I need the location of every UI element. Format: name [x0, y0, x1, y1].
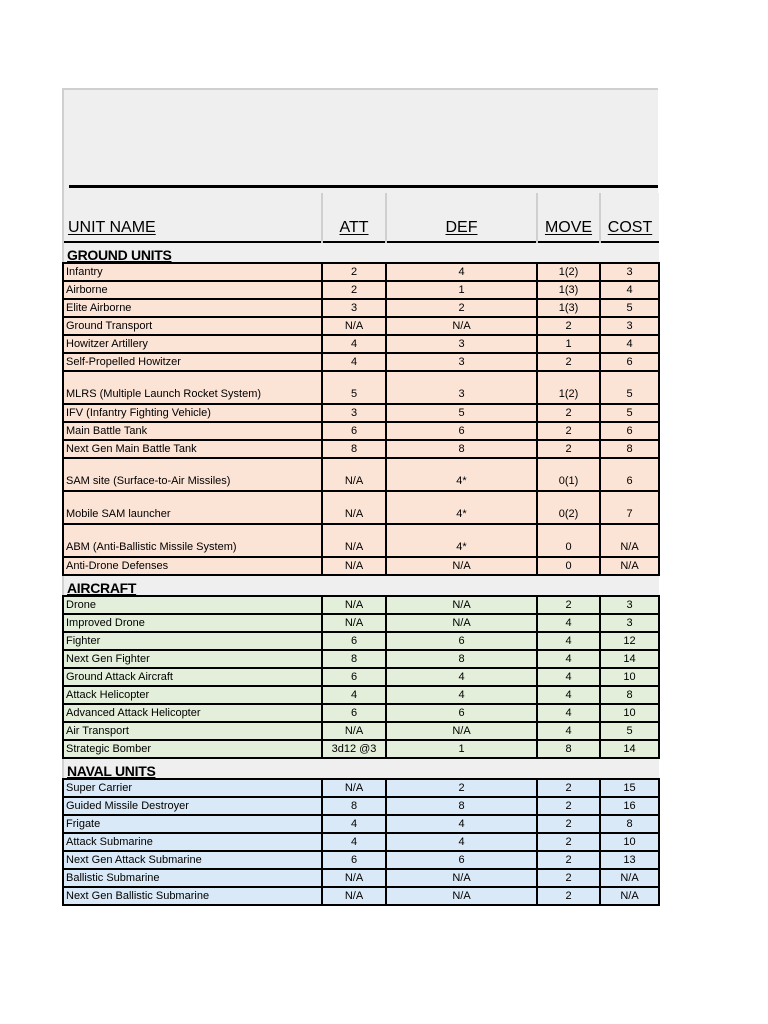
cell-att: 6 [322, 668, 386, 686]
cell-name: Infantry [63, 263, 322, 281]
cell-def: N/A [386, 722, 537, 740]
table-row [63, 317, 659, 335]
cell-cost: 5 [600, 404, 659, 422]
cell-att: 3d12 @3 [322, 740, 386, 758]
cell-cost: 8 [600, 815, 659, 833]
cell-move: 1(3) [537, 299, 600, 317]
cell-att: N/A [322, 779, 386, 797]
cell-name: Super Carrier [63, 779, 322, 797]
column-header-move: MOVE [537, 193, 600, 242]
table-row [63, 440, 659, 458]
cell-move: 0 [537, 524, 600, 557]
cell-def: 4* [386, 491, 537, 524]
cell-cost: 15 [600, 779, 659, 797]
cell-att: 4 [322, 833, 386, 851]
cell-cost: 8 [600, 440, 659, 458]
cell-att: 3 [322, 404, 386, 422]
cell-cost: 6 [600, 353, 659, 371]
cell-cost: 13 [600, 851, 659, 869]
cell-att: 3 [322, 299, 386, 317]
cell-move: 4 [537, 650, 600, 668]
cell-cost: 10 [600, 668, 659, 686]
cell-def: 2 [386, 299, 537, 317]
cell-def: 3 [386, 335, 537, 353]
cell-def: 8 [386, 797, 537, 815]
cell-att: 8 [322, 797, 386, 815]
cell-move: 2 [537, 869, 600, 887]
cell-def: N/A [386, 557, 537, 575]
cell-def: 4* [386, 458, 537, 491]
cell-name: Guided Missile Destroyer [63, 797, 322, 815]
table-row [63, 299, 659, 317]
cell-cost: 4 [600, 281, 659, 299]
table-row [63, 815, 659, 833]
cell-cost: 12 [600, 632, 659, 650]
cell-cost: 3 [600, 596, 659, 614]
cell-cost: 10 [600, 704, 659, 722]
cell-def: 1 [386, 281, 537, 299]
cell-move: 2 [537, 815, 600, 833]
cell-name: Next Gen Main Battle Tank [63, 440, 322, 458]
cell-att: N/A [322, 491, 386, 524]
table-row [63, 404, 659, 422]
cell-move: 2 [537, 797, 600, 815]
table-row [63, 281, 659, 299]
cell-name: Mobile SAM launcher [63, 491, 322, 524]
cell-name: Next Gen Ballistic Submarine [63, 887, 322, 905]
cell-att: 2 [322, 263, 386, 281]
cell-name: Next Gen Attack Submarine [63, 851, 322, 869]
cell-cost: 7 [600, 491, 659, 524]
section-header-naval [63, 758, 659, 779]
cell-att: N/A [322, 614, 386, 632]
cell-move: 2 [537, 887, 600, 905]
cell-def: 3 [386, 353, 537, 371]
cell-move: 2 [537, 833, 600, 851]
table-row [63, 851, 659, 869]
cell-name: Fighter [63, 632, 322, 650]
cell-def: 2 [386, 779, 537, 797]
cell-att: 6 [322, 632, 386, 650]
cell-cost: 14 [600, 650, 659, 668]
header-divider [69, 185, 658, 188]
cell-name: Next Gen Fighter [63, 650, 322, 668]
cell-att: 8 [322, 650, 386, 668]
cell-cost: 16 [600, 797, 659, 815]
column-header-cost: COST [600, 193, 659, 242]
cell-cost: 5 [600, 371, 659, 404]
table-row [63, 422, 659, 440]
cell-def: 8 [386, 440, 537, 458]
table-row [63, 371, 659, 404]
cell-name: ABM (Anti-Ballistic Missile System) [63, 524, 322, 557]
column-header-row [63, 193, 659, 242]
table-row [63, 491, 659, 524]
table-row [63, 704, 659, 722]
cell-cost: 6 [600, 458, 659, 491]
cell-name: Airborne [63, 281, 322, 299]
sheet-header-area [62, 88, 658, 188]
cell-cost: 4 [600, 335, 659, 353]
cell-move: 4 [537, 704, 600, 722]
cell-cost: 6 [600, 422, 659, 440]
cell-name: Drone [63, 596, 322, 614]
cell-move: 2 [537, 317, 600, 335]
cell-att: 4 [322, 815, 386, 833]
cell-att: 8 [322, 440, 386, 458]
cell-att: 4 [322, 335, 386, 353]
cell-att: N/A [322, 596, 386, 614]
cell-move: 2 [537, 851, 600, 869]
cell-move: 4 [537, 668, 600, 686]
cell-name: Attack Helicopter [63, 686, 322, 704]
cell-name: Ballistic Submarine [63, 869, 322, 887]
cell-cost: N/A [600, 869, 659, 887]
table-row [63, 263, 659, 281]
column-header-unit-name: UNIT NAME [63, 193, 322, 242]
table-row [63, 650, 659, 668]
cell-def: 8 [386, 650, 537, 668]
cell-name: Howitzer Artillery [63, 335, 322, 353]
table-row [63, 833, 659, 851]
cell-name: SAM site (Surface-to-Air Missiles) [63, 458, 322, 491]
cell-move: 8 [537, 740, 600, 758]
cell-att: N/A [322, 524, 386, 557]
cell-move: 0(2) [537, 491, 600, 524]
cell-def: 3 [386, 371, 537, 404]
section-title: AIRCRAFT [63, 575, 659, 596]
cell-cost: 8 [600, 686, 659, 704]
table-row [63, 557, 659, 575]
cell-def: 4 [386, 686, 537, 704]
cell-def: 4 [386, 833, 537, 851]
cell-move: 2 [537, 779, 600, 797]
cell-name: Air Transport [63, 722, 322, 740]
table-row [63, 524, 659, 557]
table-row [63, 668, 659, 686]
table-row [63, 722, 659, 740]
cell-move: 0(1) [537, 458, 600, 491]
unit-stats-table [62, 193, 660, 906]
cell-name: Advanced Attack Helicopter [63, 704, 322, 722]
cell-name: Attack Submarine [63, 833, 322, 851]
cell-att: 4 [322, 353, 386, 371]
cell-move: 2 [537, 422, 600, 440]
cell-move: 1(3) [537, 281, 600, 299]
cell-def: N/A [386, 869, 537, 887]
cell-move: 2 [537, 404, 600, 422]
cell-att: 5 [322, 371, 386, 404]
cell-move: 2 [537, 353, 600, 371]
cell-name: Ground Transport [63, 317, 322, 335]
column-header-att: ATT [322, 193, 386, 242]
cell-att: N/A [322, 887, 386, 905]
cell-att: 2 [322, 281, 386, 299]
cell-move: 4 [537, 722, 600, 740]
cell-def: 4 [386, 263, 537, 281]
section-header-air [63, 575, 659, 596]
cell-att: 6 [322, 704, 386, 722]
cell-def: 6 [386, 704, 537, 722]
cell-def: 4 [386, 668, 537, 686]
table-row [63, 614, 659, 632]
cell-name: Anti-Drone Defenses [63, 557, 322, 575]
cell-move: 1 [537, 335, 600, 353]
cell-name: Main Battle Tank [63, 422, 322, 440]
table-row [63, 887, 659, 905]
cell-def: N/A [386, 614, 537, 632]
cell-def: N/A [386, 887, 537, 905]
section-title: NAVAL UNITS [63, 758, 659, 779]
cell-name: Improved Drone [63, 614, 322, 632]
cell-att: 6 [322, 851, 386, 869]
cell-cost: N/A [600, 887, 659, 905]
cell-cost: N/A [600, 557, 659, 575]
table-row [63, 779, 659, 797]
cell-move: 1(2) [537, 371, 600, 404]
cell-name: IFV (Infantry Fighting Vehicle) [63, 404, 322, 422]
cell-name: Elite Airborne [63, 299, 322, 317]
cell-def: 5 [386, 404, 537, 422]
table-row [63, 458, 659, 491]
cell-cost: N/A [600, 524, 659, 557]
cell-cost: 3 [600, 614, 659, 632]
unit-stats-sheet [62, 88, 658, 906]
cell-move: 4 [537, 686, 600, 704]
table-row [63, 797, 659, 815]
column-header-def: DEF [386, 193, 537, 242]
table-row [63, 740, 659, 758]
table-row [63, 869, 659, 887]
cell-def: 6 [386, 851, 537, 869]
cell-cost: 5 [600, 299, 659, 317]
cell-att: 4 [322, 686, 386, 704]
cell-def: N/A [386, 317, 537, 335]
cell-att: N/A [322, 458, 386, 491]
cell-move: 0 [537, 557, 600, 575]
cell-move: 2 [537, 440, 600, 458]
table-row [63, 353, 659, 371]
cell-def: 6 [386, 422, 537, 440]
cell-def: 1 [386, 740, 537, 758]
cell-move: 1(2) [537, 263, 600, 281]
table-row [63, 335, 659, 353]
cell-cost: 5 [600, 722, 659, 740]
cell-name: Strategic Bomber [63, 740, 322, 758]
cell-cost: 3 [600, 317, 659, 335]
cell-att: N/A [322, 722, 386, 740]
cell-name: Frigate [63, 815, 322, 833]
cell-def: 4 [386, 815, 537, 833]
cell-move: 4 [537, 632, 600, 650]
cell-cost: 3 [600, 263, 659, 281]
cell-move: 4 [537, 614, 600, 632]
cell-def: 4* [386, 524, 537, 557]
table-body [63, 242, 659, 905]
cell-name: Self-Propelled Howitzer [63, 353, 322, 371]
cell-name: Ground Attack Aircraft [63, 668, 322, 686]
cell-att: N/A [322, 869, 386, 887]
table-row [63, 686, 659, 704]
cell-att: N/A [322, 317, 386, 335]
cell-att: 6 [322, 422, 386, 440]
section-header-ground [63, 242, 659, 263]
section-title: GROUND UNITS [63, 242, 659, 263]
table-row [63, 596, 659, 614]
cell-att: N/A [322, 557, 386, 575]
cell-name: MLRS (Multiple Launch Rocket System) [63, 371, 322, 404]
table-row [63, 632, 659, 650]
cell-move: 2 [537, 596, 600, 614]
cell-def: 6 [386, 632, 537, 650]
cell-cost: 10 [600, 833, 659, 851]
cell-def: N/A [386, 596, 537, 614]
cell-cost: 14 [600, 740, 659, 758]
